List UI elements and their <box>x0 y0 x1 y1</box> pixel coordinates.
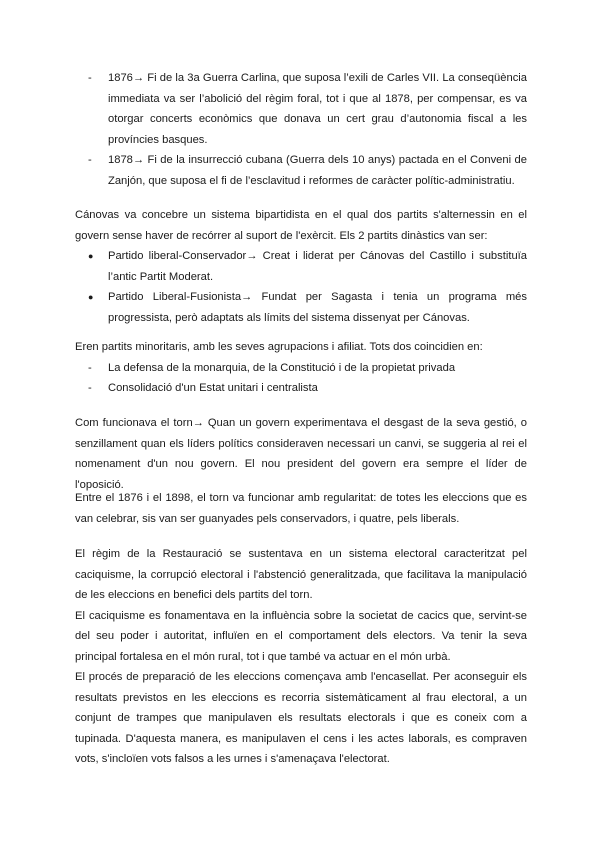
list-item <box>75 150 527 191</box>
list-item <box>75 378 527 399</box>
canovas-paragraph: Cánovas va concebre un sistema bipartidista en el qual dos partits s'alternessin en el govern sense haver de recórrer al suport de l'exèrcit. Els 2 partits dinàstics van ser: <box>75 209 527 242</box>
list-item <box>75 358 527 379</box>
list-item-text: Partido Liberal-Fusionista→ Fundat per Sagasta i tenia un programa més progressista, però adaptats als límits del sistema dissenyat per Cánovas. <box>108 291 527 324</box>
caciquisme-paragraph: El caciquisme es fonamentava en la influència sobre la societat de cacics que, servint-se del seu poder i autoritat, influïen en el comportament dels electors. Va tenir la seva principal fortalesa en el món rural, tot i que també va actuar en el món urbà. <box>75 609 527 663</box>
list-item <box>75 287 527 328</box>
regularity-paragraph: Entre el 1876 i el 1898, el torn va funcionar amb regularitat: de totes les eleccions que es van celebrar, sis van ser guanyades pels conservadors, i quatre, pels liberals. <box>75 492 527 525</box>
coincide-list <box>75 358 527 399</box>
parties-list <box>75 246 527 328</box>
minority-paragraph: Eren partits minoritaris, amb les seves agrupacions i afiliat. Tots dos coincidien en: <box>75 341 483 353</box>
bullet-marker: ● <box>88 292 94 302</box>
list-item <box>75 246 527 287</box>
regularity-section <box>75 488 527 529</box>
caciquisme-paragraph: El règim de la Restauració se sustentava en un sistema electoral caracteritzat pel caciquisme, la corrupció electoral i l'abstenció generalitzada, que facilitava la manipulació de les eleccions en benefici dels partits del torn. <box>75 548 527 601</box>
events-list <box>75 68 527 191</box>
dash-marker: - <box>88 72 92 84</box>
list-item-text: 1878→ Fi de la insurrecció cubana (Guerra dels 10 anys) pactada en el Conveni de Zanjón, que suposa el fi de l’esclavitud i reformes de caràcter polític-administratiu. <box>108 154 527 187</box>
dash-marker: - <box>88 382 92 394</box>
bullet-marker: ● <box>88 251 94 261</box>
dash-marker: - <box>88 361 92 374</box>
list-item-text: La defensa de la monarquia, de la Constitució i de la propietat privada <box>108 361 456 374</box>
list-item-text: Partido liberal-Conservador→ Creat i liderat per Cánovas del Castillo i substituïa l’antic Partit Moderat. <box>108 250 527 283</box>
torn-paragraph: Com funcionava el torn→ Quan un govern experimentava el desgast de la seva gestió, o senzillament quan els líders polítics consideraven necessari un canvi, se suggeria al rei el nomenament d'un nou govern. El nou president del govern era sempre el líder de l'oposició. <box>75 417 527 491</box>
dash-marker: - <box>88 154 92 166</box>
list-item <box>75 68 527 150</box>
canovas-section <box>75 205 527 328</box>
list-item-text: 1876→ Fi de la 3a Guerra Carlina, que suposa l’exili de Carles VII. La conseqüència immediata va ser l’abolició del règim foral, tot i que al 1878, per compensar, es va otorgar concerts econòmics que donava un cert grau d’autonomia fiscal a les províncies basques. <box>108 72 527 146</box>
torn-section <box>75 413 527 495</box>
minority-section <box>75 337 527 399</box>
caciquisme-section <box>75 544 527 770</box>
list-item-text: Consolidació d'un Estat unitari i centralista <box>108 382 318 394</box>
caciquisme-paragraph: El procés de preparació de les eleccions començava amb l'encasellat. Per aconseguir els resultats previstos en les eleccions es recorria sistemàticament al frau electoral, a un conjunt de trampes que manipulaven els resultats electorals i que es coneix com a tupinada. D'aquesta manera, es manipulaven el cens i les actes laborals, es compraven vots, s'incloïen vots falsos a les urnes i s'amenaçava l'electorat. <box>75 671 527 765</box>
